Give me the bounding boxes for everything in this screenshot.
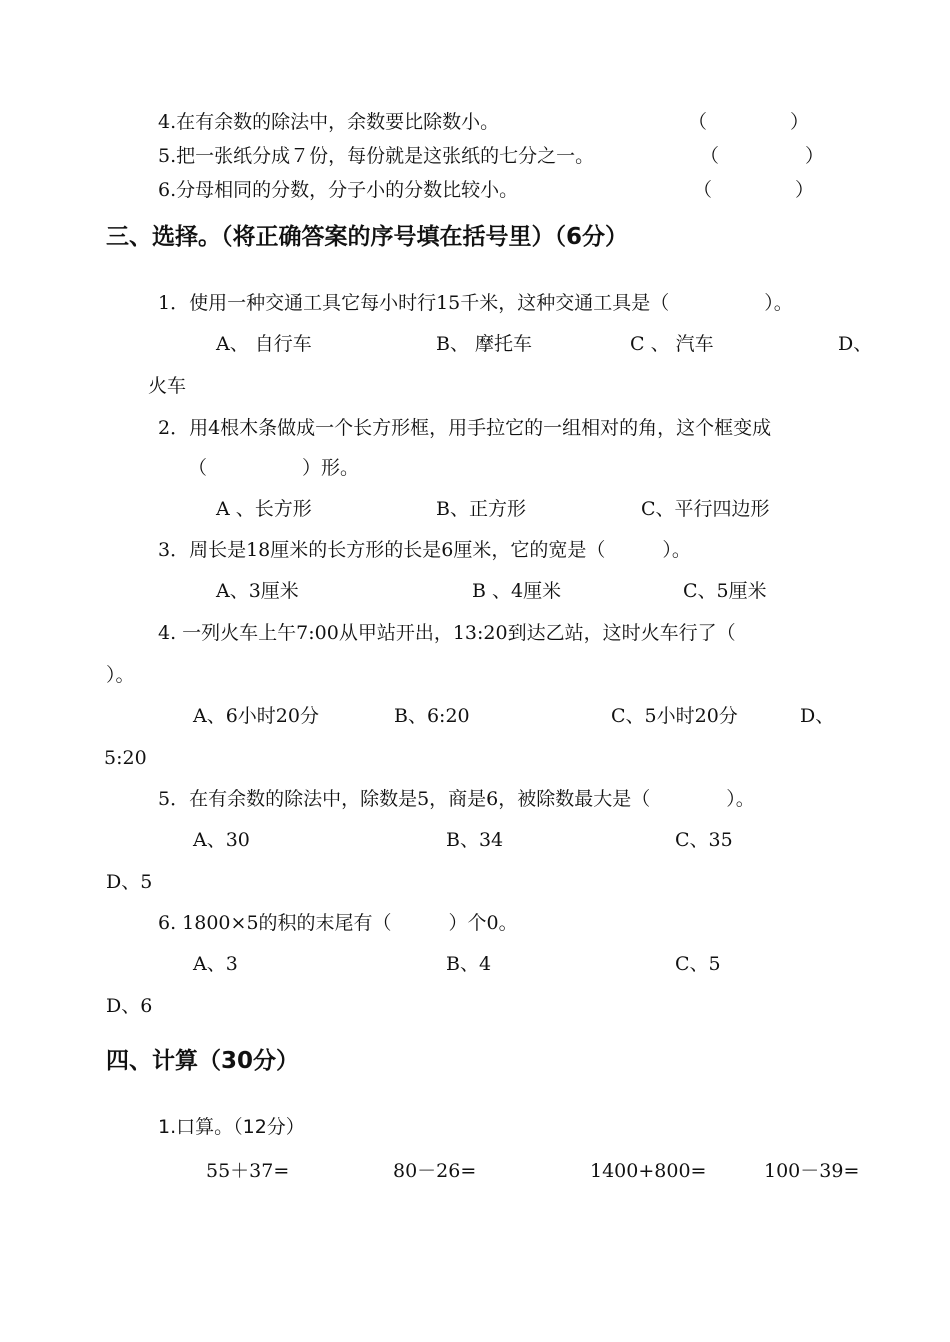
question-3-option-a: A、3厘米 [216, 580, 299, 602]
answer-paren-close: ） [805, 145, 825, 167]
answer-paren-close: ） [790, 111, 810, 133]
oral-calc-item: 80－26= [393, 1160, 477, 1182]
question-6-option-b: B、4 [446, 953, 492, 975]
question-1-option-d-text: 火车 [148, 375, 187, 397]
question-5-option-c: C、35 [675, 829, 733, 851]
question-5-stem: 5．在有余数的除法中，除数是5，商是6，被除数最大是（ ）。 [158, 788, 755, 810]
oral-calc-title: 1.口算。（12分） [158, 1116, 305, 1138]
question-5-option-a: A、30 [193, 829, 250, 851]
judge-item-5: 5.把一张纸分成７份，每份就是这张纸的七分之一。 [158, 145, 595, 167]
question-6-option-c: C、5 [675, 953, 721, 975]
question-5-option-b: B、34 [446, 829, 504, 851]
oral-calc-item: 1400+800= [590, 1160, 707, 1182]
question-6-stem: 6. 1800×5的积的末尾有（ ）个0。 [158, 912, 518, 934]
question-4-option-a: A、6小时20分 [193, 705, 319, 727]
question-2-option-b: B、正方形 [436, 498, 526, 520]
question-1-stem: 1．使用一种交通工具它每小时行15千米，这种交通工具是（ ）。 [158, 292, 793, 314]
answer-paren-open: （ [693, 179, 713, 201]
answer-paren-open: （ [688, 111, 708, 133]
question-1-option-d: D、 [838, 333, 873, 355]
question-4-stem: 4. 一列火车上午7:00从甲站开出，13:20到达乙站，这时火车行了（ [158, 622, 736, 644]
question-5-option-d: D、5 [106, 871, 153, 893]
question-3-option-b: B 、4厘米 [472, 580, 562, 602]
question-2-option-a: A 、长方形 [216, 498, 312, 520]
answer-paren-close: ） [795, 179, 815, 201]
question-2-stem-cont: （ ）形。 [188, 457, 360, 479]
question-1-option-a: A、 自行车 [216, 333, 312, 355]
section-3-title: 三、选择。（将正确答案的序号填在括号里）（6分） [106, 224, 629, 250]
question-2-option-c: C、平行四边形 [641, 498, 770, 520]
question-4-option-c: C、5小时20分 [611, 705, 738, 727]
question-6-option-d: D、6 [106, 995, 153, 1017]
question-1-option-b: B、 摩托车 [436, 333, 533, 355]
judge-item-6: 6.分母相同的分数，分子小的分数比较小。 [158, 179, 519, 201]
question-4-stem-cont: ）。 [106, 664, 135, 686]
question-4-option-d: D、 [800, 705, 835, 727]
question-1-option-c: C 、 汽车 [630, 333, 714, 355]
question-3-option-c: C、5厘米 [683, 580, 767, 602]
question-4-option-b: B、6:20 [394, 705, 470, 727]
section-4-title: 四、计算（30分） [106, 1048, 300, 1074]
question-3-stem: 3．周长是18厘米的长方形的长是6厘米，它的宽是（ ）。 [158, 539, 691, 561]
question-4-option-d-text: 5:20 [104, 747, 147, 769]
oral-calc-item: 100－39= [764, 1160, 860, 1182]
judge-item-4: 4.在有余数的除法中，余数要比除数小。 [158, 111, 500, 133]
question-2-stem: 2．用4根木条做成一个长方形框，用手拉它的一组相对的角，这个框变成 [158, 417, 772, 439]
question-6-option-a: A、3 [193, 953, 238, 975]
answer-paren-open: （ [700, 145, 720, 167]
oral-calc-item: 55＋37= [206, 1160, 290, 1182]
